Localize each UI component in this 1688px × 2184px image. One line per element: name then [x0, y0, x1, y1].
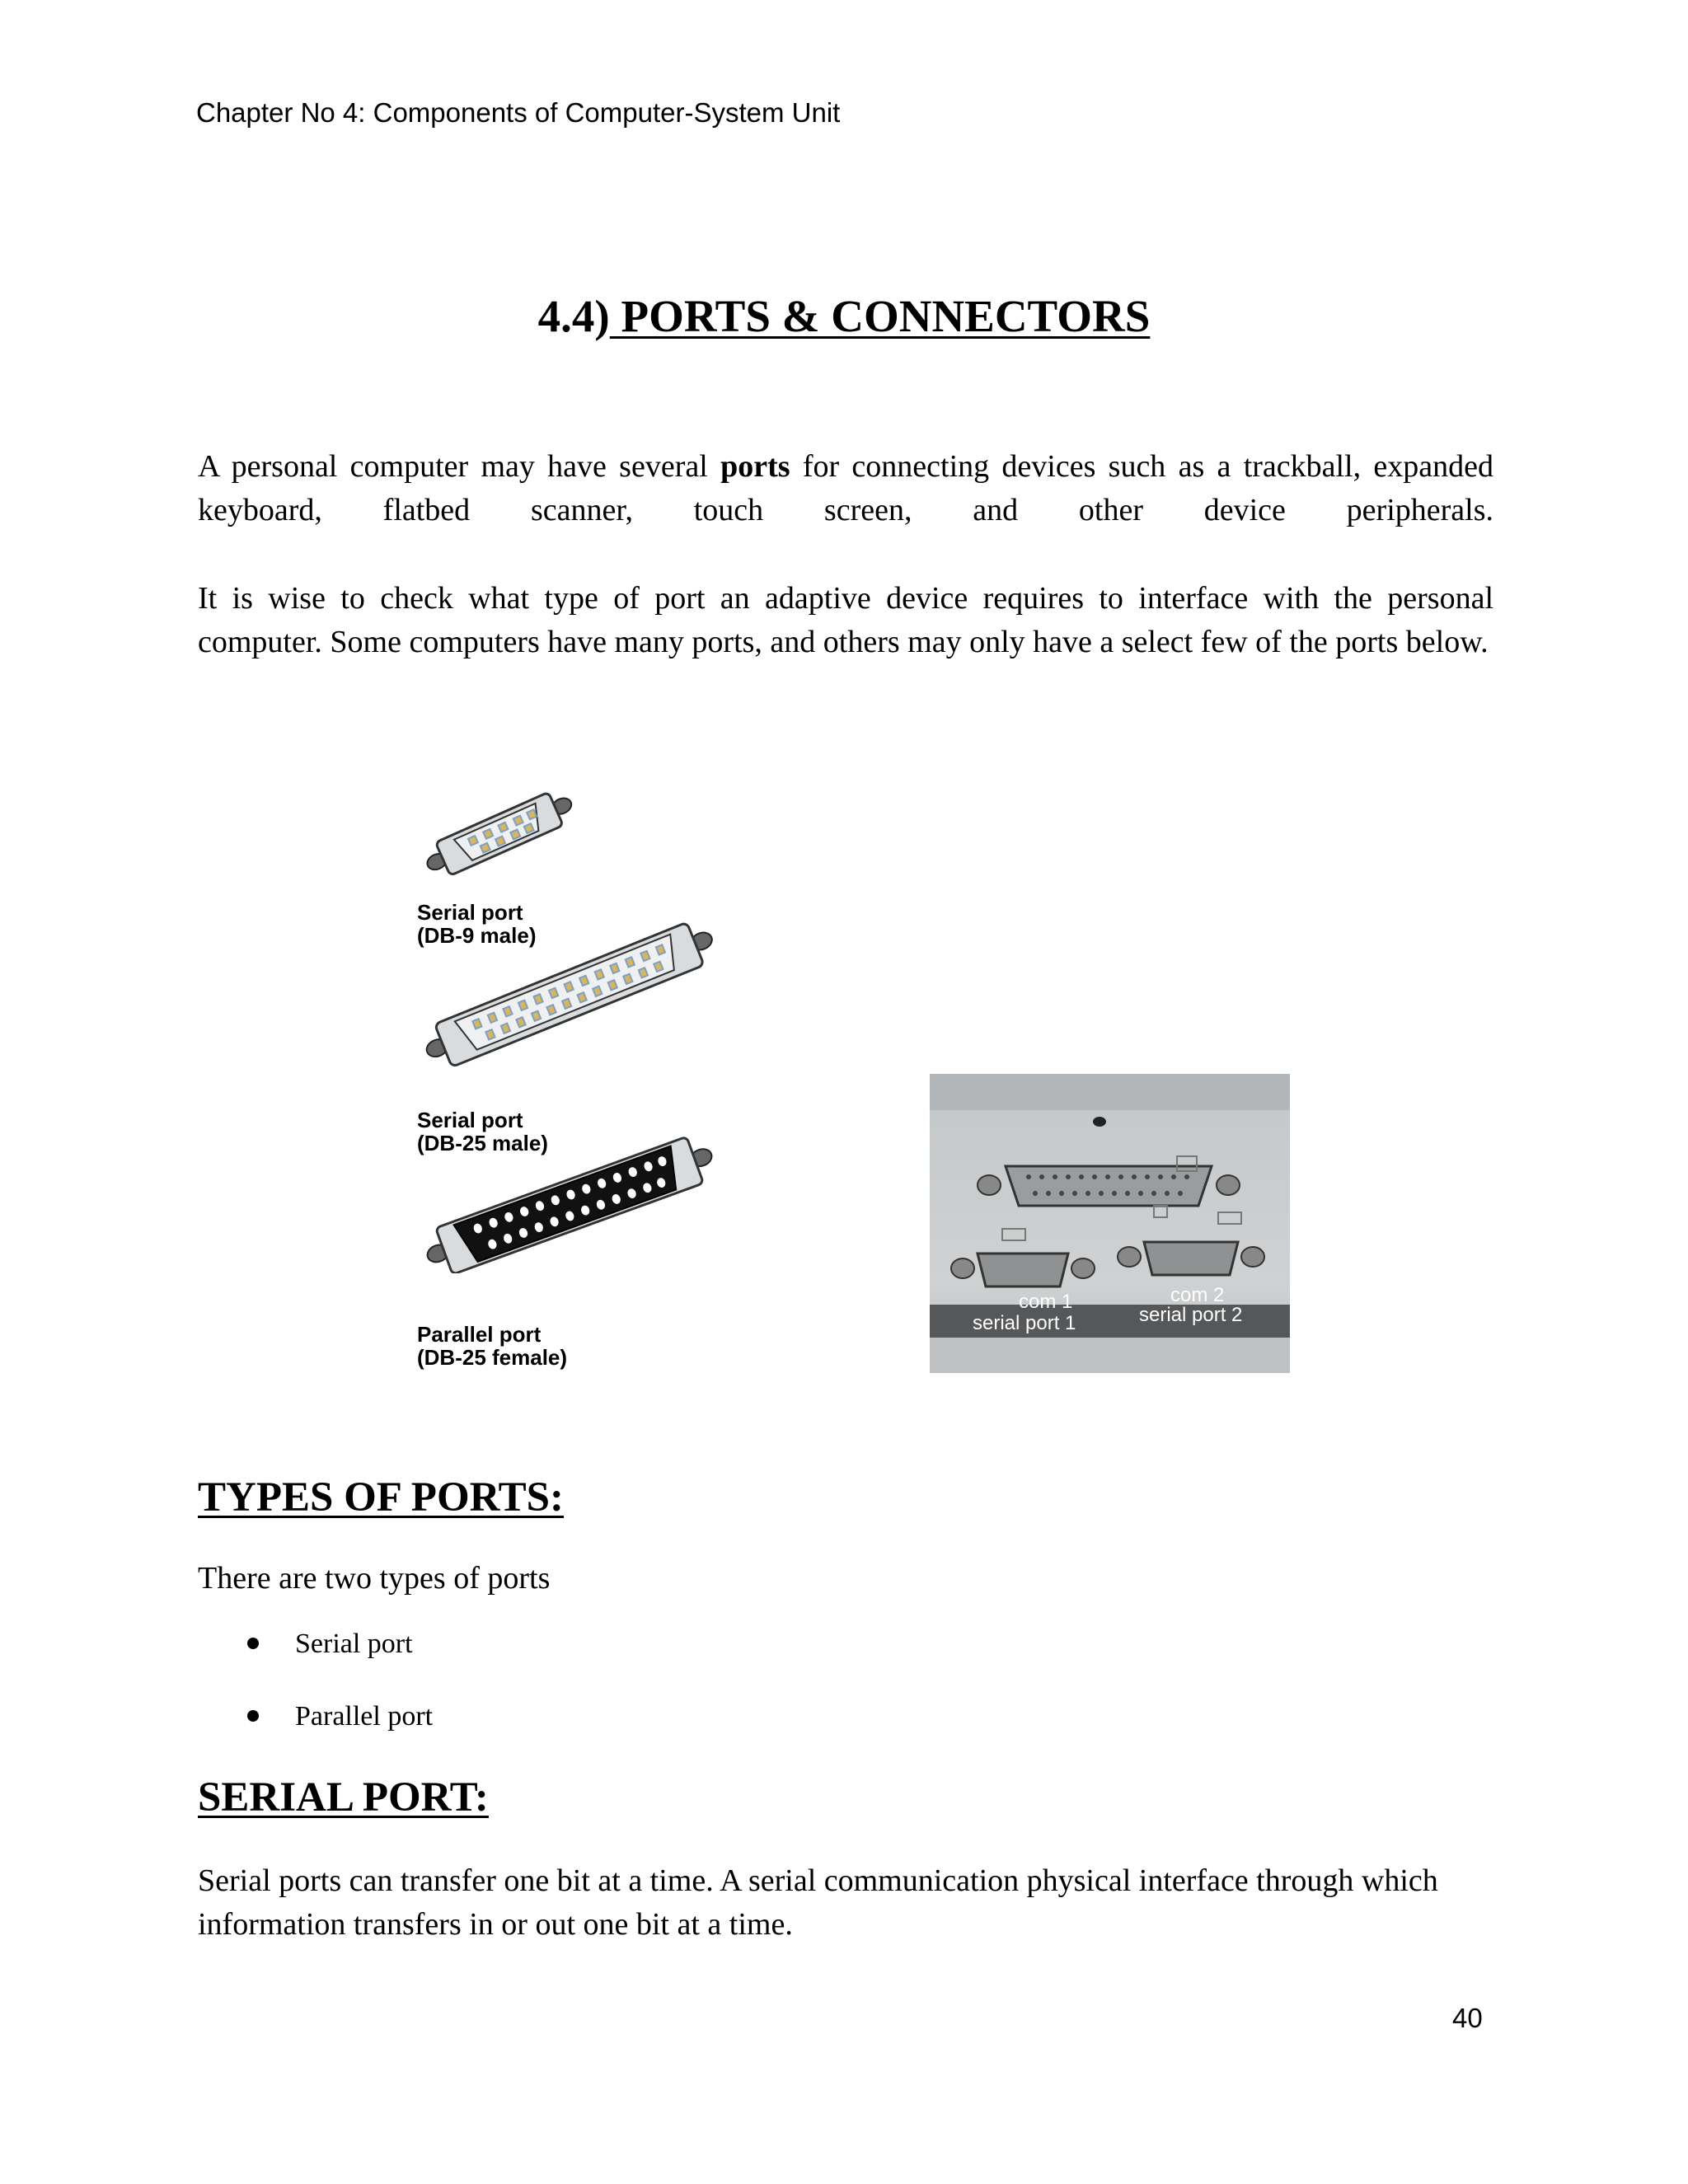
- section-title-text: PORTS & CONNECTORS: [609, 291, 1151, 341]
- list-item: Parallel port: [247, 1700, 433, 1773]
- db25-female-connector-image: [412, 1133, 725, 1273]
- serial-paragraph: Serial ports can transfer one bit at a time. A serial communication physical interface through which information transfers in or out one bit at a time.: [198, 1863, 1438, 1942]
- db9-male-connector-image: [412, 783, 585, 882]
- serial-port-2-label: serial port 2: [1139, 1304, 1243, 1326]
- types-list: [247, 1628, 433, 1773]
- adaptive-device-paragraph: It is wise to check what type of port an adaptive device requires to interface with the personal computer. Some computers have many ports, and others may only have a select few of the ports below.: [198, 581, 1493, 659]
- list-item: Serial port: [247, 1628, 433, 1700]
- running-header: Chapter No 4: Components of Computer-System Unit: [196, 97, 841, 128]
- db25-male-connector-image: [408, 919, 729, 1067]
- intro-bold-term: ports: [720, 449, 790, 484]
- page-number: 40: [1452, 2003, 1483, 2033]
- db25-female-label: Parallel port (DB-25 female): [417, 1322, 568, 1370]
- bullet-icon: [247, 1638, 259, 1649]
- back-panel-photo: [930, 1074, 1290, 1373]
- serial-heading: SERIAL PORT:: [198, 1774, 489, 1821]
- types-intro: There are two types of ports: [198, 1561, 551, 1596]
- serial-port-1-label: serial port 1: [973, 1312, 1076, 1334]
- intro-text-end: for connecting devices such as a trackball, expanded keyboard, flatbed scanner, touch screen, and other device peripherals.: [198, 449, 1494, 527]
- bullet-icon: [247, 1710, 259, 1722]
- db25-male-label: Serial port (DB-25 male): [417, 1108, 548, 1155]
- section-number: 4.4): [537, 291, 610, 341]
- com2-label: com 2: [1170, 1284, 1225, 1306]
- connector-illustration: [404, 779, 734, 1372]
- intro-text-start: A personal computer may have several: [198, 449, 721, 484]
- db9-label: Serial port (DB-9 male): [417, 900, 537, 948]
- com1-label: com 1: [1019, 1291, 1073, 1313]
- types-heading: TYPES OF PORTS:: [198, 1474, 565, 1521]
- intro-paragraph: [198, 445, 1493, 532]
- section-title: [0, 290, 1688, 342]
